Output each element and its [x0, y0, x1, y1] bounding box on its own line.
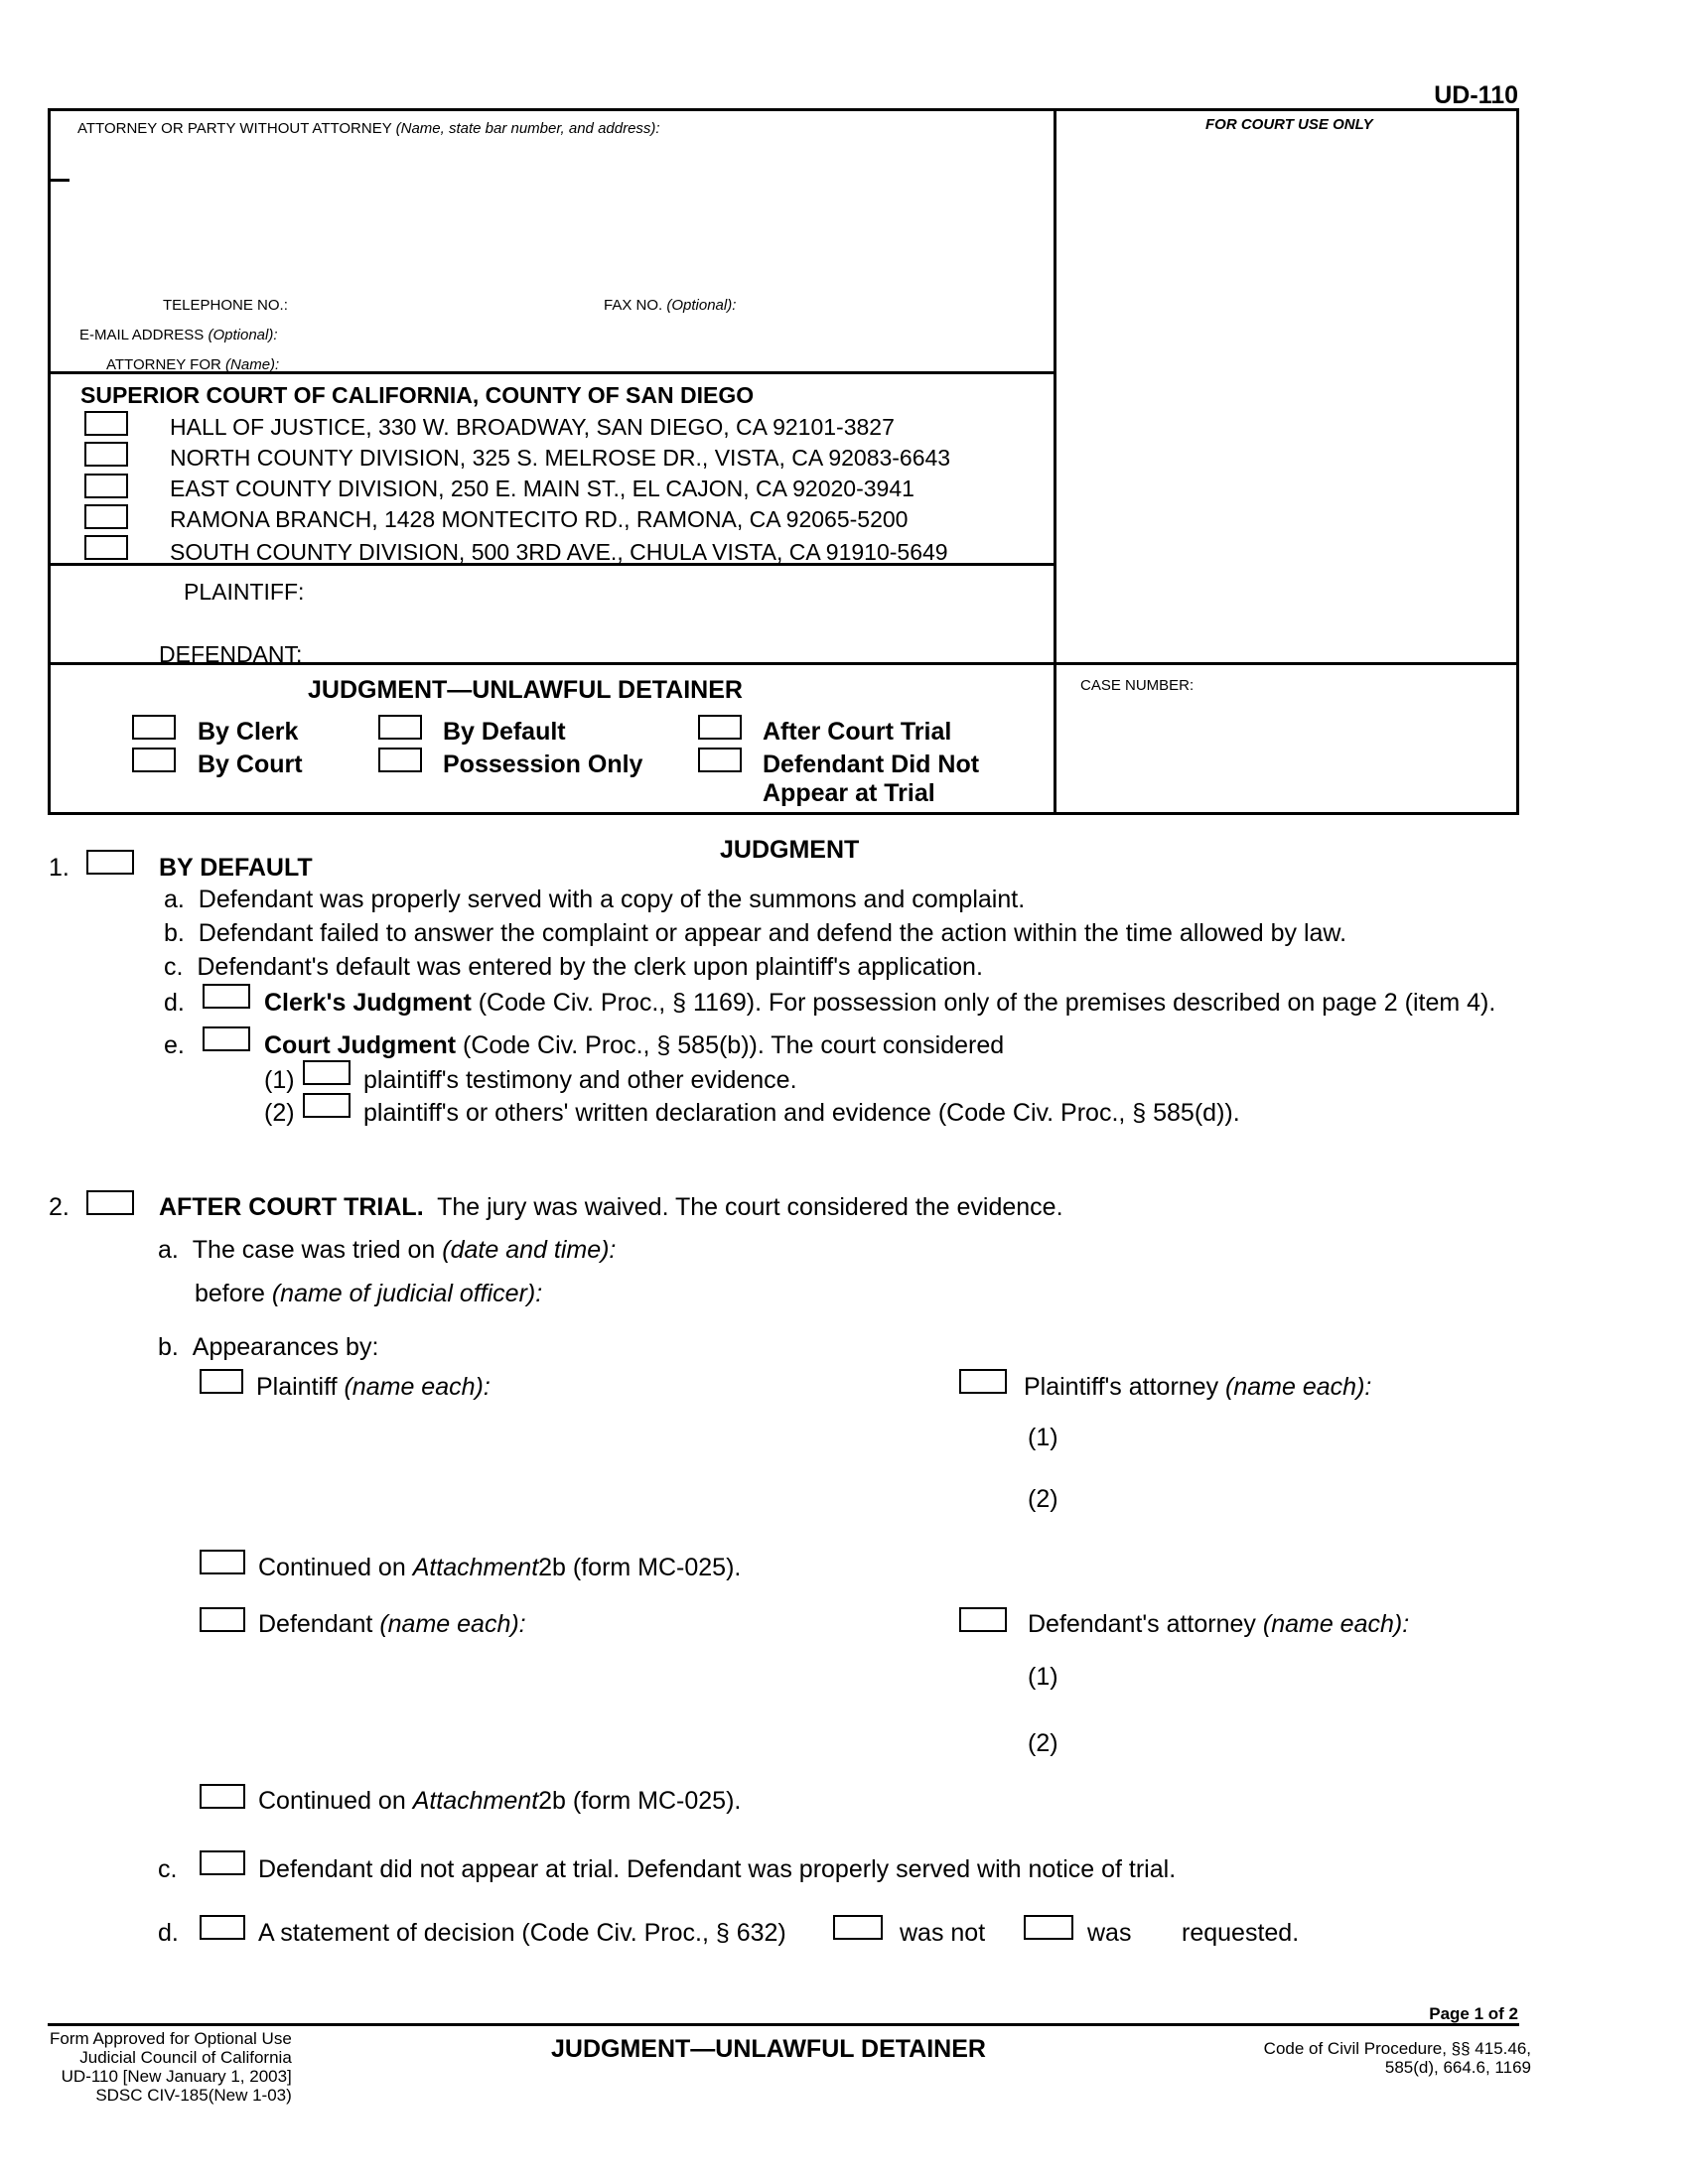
- defendant-did-not-appear-item-checkbox[interactable]: [200, 1850, 245, 1875]
- plaintiff-continued-checkbox[interactable]: [200, 1550, 245, 1574]
- email-label: E-MAIL ADDRESS (Optional):: [79, 327, 278, 343]
- defendant-appearance-label: Defendant (name each):: [258, 1610, 526, 1638]
- plaintiff-attorney-checkbox[interactable]: [959, 1369, 1007, 1394]
- attorney-for-label: ATTORNEY FOR (Name):: [106, 356, 280, 373]
- defendant-attorney-1: (1): [1028, 1663, 1058, 1691]
- case-number-label: CASE NUMBER:: [1080, 677, 1195, 694]
- by-court-label: By Court: [198, 751, 303, 778]
- defendant-did-not-appear-checkbox[interactable]: [698, 748, 742, 772]
- was-requested-checkbox[interactable]: [1024, 1915, 1073, 1940]
- attorney-label: ATTORNEY OR PARTY WITHOUT ATTORNEY (Name, state bar number, and address):: [77, 120, 660, 137]
- item2c-letter: c.: [158, 1855, 178, 1883]
- plaintiff-attorney-label: Plaintiff's attorney (name each):: [1024, 1373, 1372, 1401]
- court-judgment-checkbox[interactable]: [203, 1026, 250, 1051]
- item2-number: 2.: [49, 1193, 70, 1221]
- fax-label: FAX NO. (Optional):: [604, 297, 737, 314]
- court-use-label: FOR COURT USE ONLY: [1205, 116, 1373, 133]
- footer-left: Form Approved for Optional Use Judicial Council of California UD-110 [New January 1, 2003] SDSC CIV-185(New 1-03): [50, 2029, 292, 2105]
- item1e2-text: plaintiff's or others' written declaration and evidence (Code Civ. Proc., § 585(d)).: [363, 1099, 1240, 1127]
- defendant-appearance-checkbox[interactable]: [200, 1607, 245, 1632]
- item1b: b. Defendant failed to answer the complaint or appear and defend the action within the time allowed by law.: [164, 919, 1347, 947]
- plaintiff-attorney-2: (2): [1028, 1485, 1058, 1513]
- footer-right: Code of Civil Procedure, §§ 415.46, 585(d), 664.6, 1169: [1263, 2039, 1531, 2077]
- by-default-label: By Default: [443, 718, 566, 746]
- by-court-checkbox[interactable]: [132, 748, 176, 772]
- defendant-continued-checkbox[interactable]: [200, 1784, 245, 1809]
- location-checkbox-south-county[interactable]: [84, 535, 128, 560]
- by-clerk-checkbox[interactable]: [132, 715, 176, 740]
- form-number: UD-110: [1434, 81, 1518, 109]
- written-declaration-checkbox[interactable]: [303, 1093, 351, 1118]
- plaintiff-input[interactable]: [298, 574, 1037, 604]
- defendant-continued-label: Continued on Attachment2b (form MC-025).: [258, 1787, 742, 1815]
- was-not-requested-checkbox[interactable]: [833, 1915, 883, 1940]
- plaintiff-appearance-label: Plaintiff (name each):: [256, 1373, 491, 1401]
- possession-only-checkbox[interactable]: [378, 748, 422, 772]
- item2c-text: Defendant did not appear at trial. Defendant was properly served with notice of trial.: [258, 1855, 1177, 1883]
- clerks-judgment-checkbox[interactable]: [203, 984, 250, 1009]
- item1d-letter: d.: [164, 989, 185, 1017]
- possession-only-label: Possession Only: [443, 751, 643, 778]
- by-default-checkbox[interactable]: [378, 715, 422, 740]
- page-number: Page 1 of 2: [1429, 2004, 1518, 2023]
- defendant-input[interactable]: [298, 633, 1037, 661]
- item1e-text: Court Judgment (Code Civ. Proc., § 585(b)). The court considered: [264, 1031, 1005, 1059]
- statement-of-decision-checkbox[interactable]: [200, 1915, 245, 1940]
- telephone-label: TELEPHONE NO.:: [163, 297, 288, 314]
- location-checkbox-ramona[interactable]: [84, 504, 128, 529]
- judgment-heading: JUDGMENT: [720, 836, 860, 864]
- item1e-letter: e.: [164, 1031, 185, 1059]
- by-clerk-label: By Clerk: [198, 718, 299, 746]
- after-court-trial-checkbox[interactable]: [698, 715, 742, 740]
- after-court-trial-label: After Court Trial: [763, 718, 952, 746]
- item2b: b. Appearances by:: [158, 1333, 379, 1361]
- item1e2-number: (2): [264, 1099, 295, 1127]
- plaintiff-continued-label: Continued on Attachment2b (form MC-025).: [258, 1554, 742, 1581]
- defendant-attorney-checkbox[interactable]: [959, 1607, 1007, 1632]
- item2a: a. The case was tried on (date and time):: [158, 1236, 617, 1264]
- item1e1-text: plaintiff's testimony and other evidence.: [363, 1066, 797, 1094]
- item2-title: AFTER COURT TRIAL. The jury was waived. The court considered the evidence.: [159, 1193, 1063, 1221]
- defendant-attorney-label: Defendant's attorney (name each):: [1028, 1610, 1410, 1638]
- item2d-text: A statement of decision (Code Civ. Proc., § 632): [258, 1919, 786, 1947]
- location-label-hall-of-justice: HALL OF JUSTICE, 330 W. BROADWAY, SAN DIEGO, CA 92101-3827: [170, 414, 895, 440]
- defendant-attorney-2: (2): [1028, 1729, 1058, 1757]
- plaintiff-testimony-checkbox[interactable]: [303, 1060, 351, 1085]
- plaintiff-attorney-1: (1): [1028, 1424, 1058, 1451]
- footer-rule: [48, 2023, 1519, 2026]
- requested-label: requested.: [1182, 1919, 1300, 1947]
- item2a-before: before (name of judicial officer):: [195, 1280, 543, 1307]
- item1d-text: Clerk's Judgment (Code Civ. Proc., § 1169). For possession only of the premises described on page 2 (item 4).: [264, 989, 1496, 1017]
- location-label-north-county: NORTH COUNTY DIVISION, 325 S. MELROSE DR., VISTA, CA 92083-6643: [170, 445, 951, 471]
- plaintiff-appearance-checkbox[interactable]: [200, 1369, 243, 1394]
- location-checkbox-hall-of-justice[interactable]: [84, 411, 128, 436]
- appear-at-trial-label: Appear at Trial: [763, 779, 935, 807]
- fax-input[interactable]: [755, 292, 1037, 316]
- footer-title: JUDGMENT—UNLAWFUL DETAINER: [551, 2035, 986, 2063]
- judicial-officer-input[interactable]: [556, 1275, 1136, 1304]
- defendant-label: DEFENDANT:: [159, 641, 303, 667]
- after-court-trial-item-checkbox[interactable]: [86, 1190, 134, 1215]
- was-label: was: [1087, 1919, 1132, 1947]
- header-vertical-divider: [1054, 108, 1056, 815]
- trial-date-time-input[interactable]: [635, 1231, 1136, 1261]
- defendant-did-not-label: Defendant Did Not: [763, 751, 980, 778]
- location-label-east-county: EAST COUNTY DIVISION, 250 E. MAIN ST., EL CAJON, CA 92020-3941: [170, 476, 914, 501]
- item2d-letter: d.: [158, 1919, 179, 1947]
- was-not-label: was not: [900, 1919, 986, 1947]
- item1a: a. Defendant was properly served with a copy of the summons and complaint.: [164, 886, 1026, 913]
- item1-number: 1.: [49, 854, 70, 882]
- item1c: c. Defendant's default was entered by the clerk upon plaintiff's application.: [164, 953, 983, 981]
- plaintiff-label: PLAINTIFF:: [184, 579, 305, 605]
- case-number-input[interactable]: [1080, 705, 1501, 735]
- judgment-title: JUDGMENT—UNLAWFUL DETAINER: [308, 676, 743, 704]
- by-default-item-checkbox[interactable]: [86, 850, 134, 875]
- telephone-input[interactable]: [298, 292, 600, 316]
- location-label-ramona: RAMONA BRANCH, 1428 MONTECITO RD., RAMONA, CA 92065-5200: [170, 506, 909, 532]
- attorney-tick: [50, 179, 70, 182]
- item1-title: BY DEFAULT: [159, 854, 313, 882]
- location-checkbox-east-county[interactable]: [84, 474, 128, 498]
- location-label-south-county: SOUTH COUNTY DIVISION, 500 3RD AVE., CHULA VISTA, CA 91910-5649: [170, 539, 948, 565]
- email-input[interactable]: [298, 322, 1037, 345]
- court-title: SUPERIOR COURT OF CALIFORNIA, COUNTY OF SAN DIEGO: [80, 382, 755, 408]
- attorney-name-address-input[interactable]: [77, 144, 1035, 287]
- location-checkbox-north-county[interactable]: [84, 442, 128, 467]
- item1e1-number: (1): [264, 1066, 295, 1094]
